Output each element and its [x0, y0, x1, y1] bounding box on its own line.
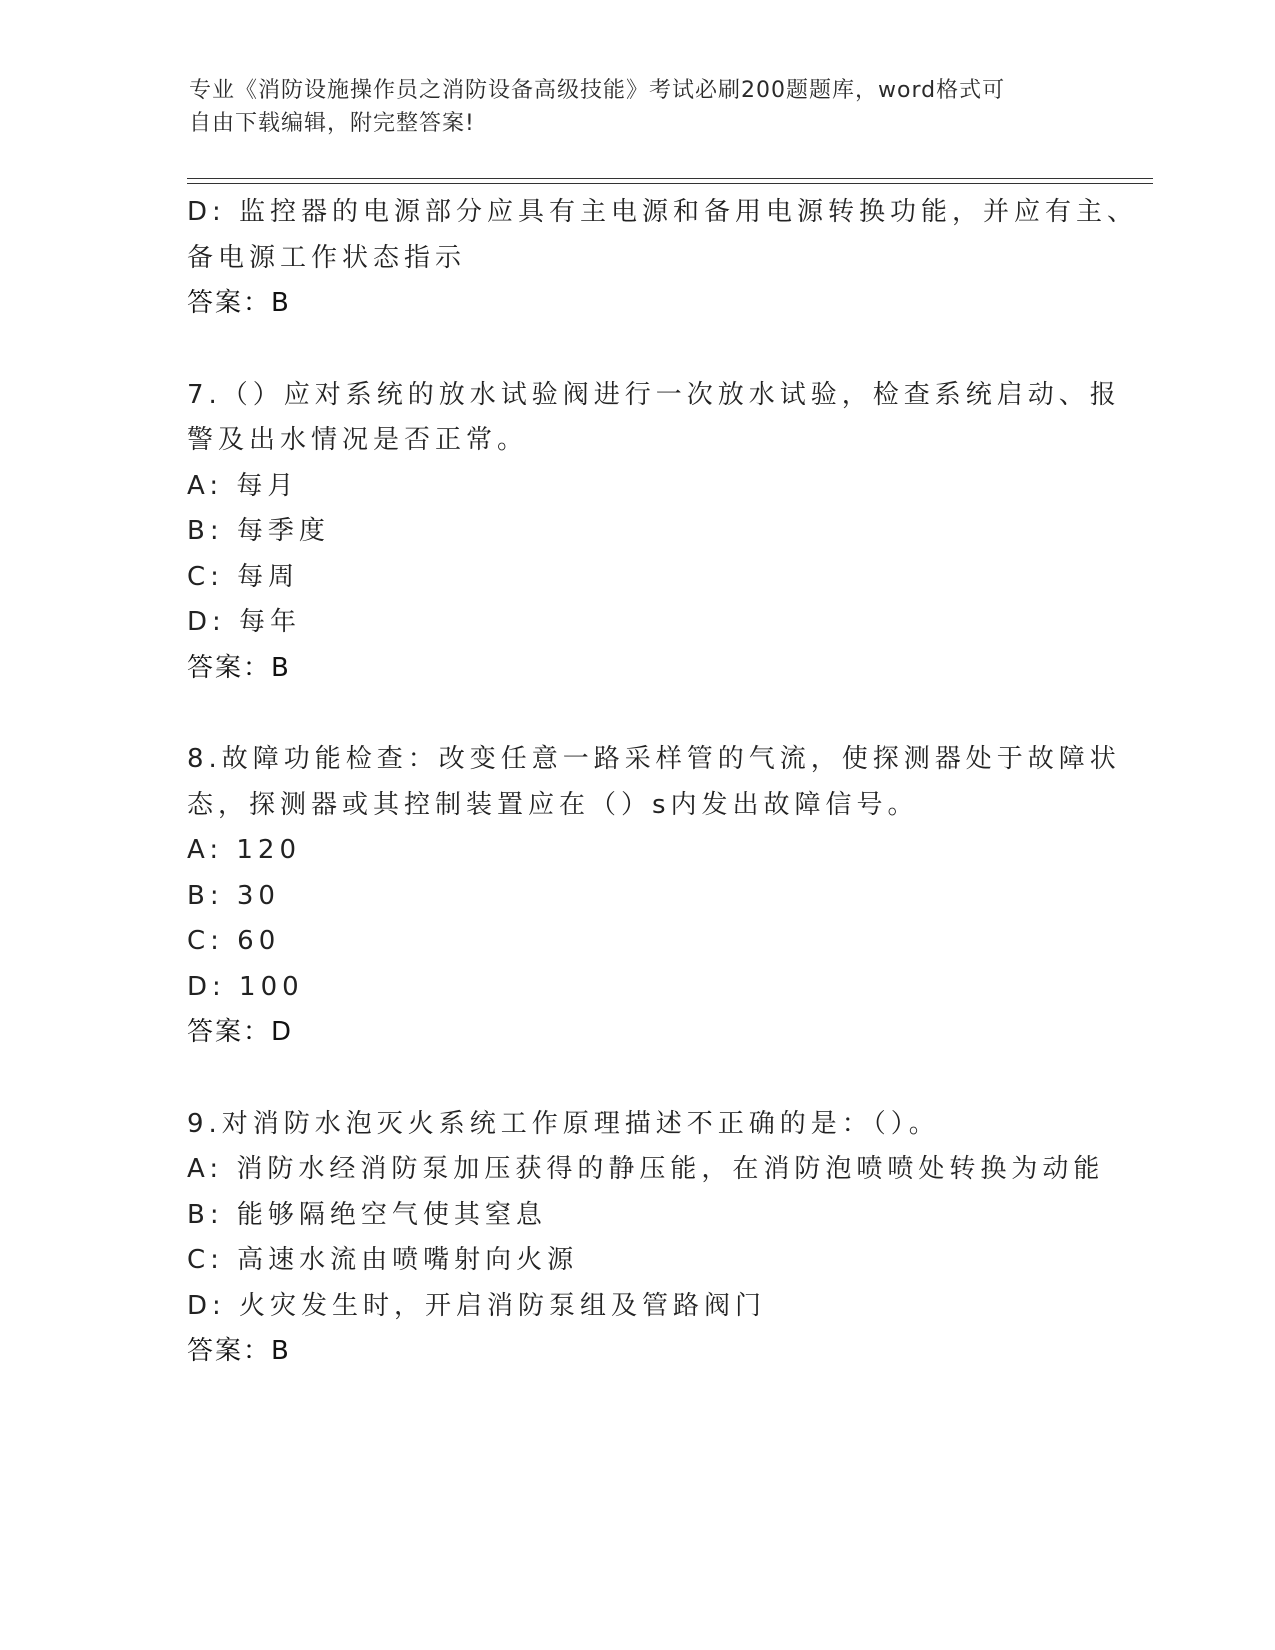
q9-option-c: C: 高速水流由喷嘴射向火源	[187, 1245, 579, 1275]
q9-stem: 9.对消防水泡灭火系统工作原理描述不正确的是：（）。	[187, 1108, 940, 1139]
spacer	[187, 1056, 1117, 1102]
header-divider-bottom	[187, 183, 1153, 184]
question-list	[187, 190, 1139, 1375]
q8-stem-line-1: 8.故障功能检查：改变任意一路采样管的气流，使探测器处于故障状	[187, 744, 1121, 774]
q9-option-b: B: 能够隔绝空气使其窒息	[187, 1199, 547, 1230]
header-title-line-1: 专业《消防设施操作员之消防设备高级技能》考试必刷200题题库，word格式可	[189, 78, 1006, 103]
q7-option-b: B: 每季度	[187, 516, 330, 546]
q8-option-b: B: 30	[187, 880, 280, 911]
q9-option-a: A: 消防水经消防泵加压获得的静压能，在消防泡喷喷处转换为动能	[187, 1154, 1105, 1184]
question-7	[187, 373, 1121, 692]
q8-stem-line-2: 态，探测器或其控制装置应在（）s内发出故障信号。	[187, 789, 919, 820]
q7-option-a: A: 每月	[187, 470, 299, 501]
q9-option-d: D: 火灾发生时，开启消防泵组及管路阀门	[187, 1290, 767, 1321]
q7-stem-line-1: 7.（）应对系统的放水试验阀进行一次放水试验，检查系统启动、报	[187, 379, 1121, 410]
q7-option-d: D: 每年	[187, 607, 302, 637]
spacer	[187, 691, 1117, 737]
q6-answer: 答案：B	[187, 288, 291, 318]
question-9	[187, 1102, 1117, 1375]
q7-stem-line-2: 警及出水情况是否正常。	[187, 425, 529, 455]
q8-answer: 答案：D	[187, 1017, 294, 1047]
document-header	[189, 74, 1089, 140]
question-8	[187, 737, 1121, 1056]
q9-answer: 答案：B	[187, 1336, 291, 1366]
question-6-tail	[187, 190, 1139, 327]
header-title-line-2: 自由下载编辑，附完整答案!	[189, 111, 475, 136]
q7-answer: 答案：B	[187, 652, 291, 683]
q6-option-d-line-1: D: 监控器的电源部分应具有主电源和备用电源转换功能，并应有主、	[187, 197, 1139, 227]
spacer	[187, 327, 1117, 373]
q8-option-c: C: 60	[187, 926, 281, 956]
header-divider-top	[187, 178, 1153, 179]
q7-option-c: C: 每周	[187, 561, 300, 592]
q8-option-d: D: 100	[187, 971, 304, 1002]
q6-option-d-line-2: 备电源工作状态指示	[187, 242, 467, 273]
q8-option-a: A: 120	[187, 835, 301, 865]
